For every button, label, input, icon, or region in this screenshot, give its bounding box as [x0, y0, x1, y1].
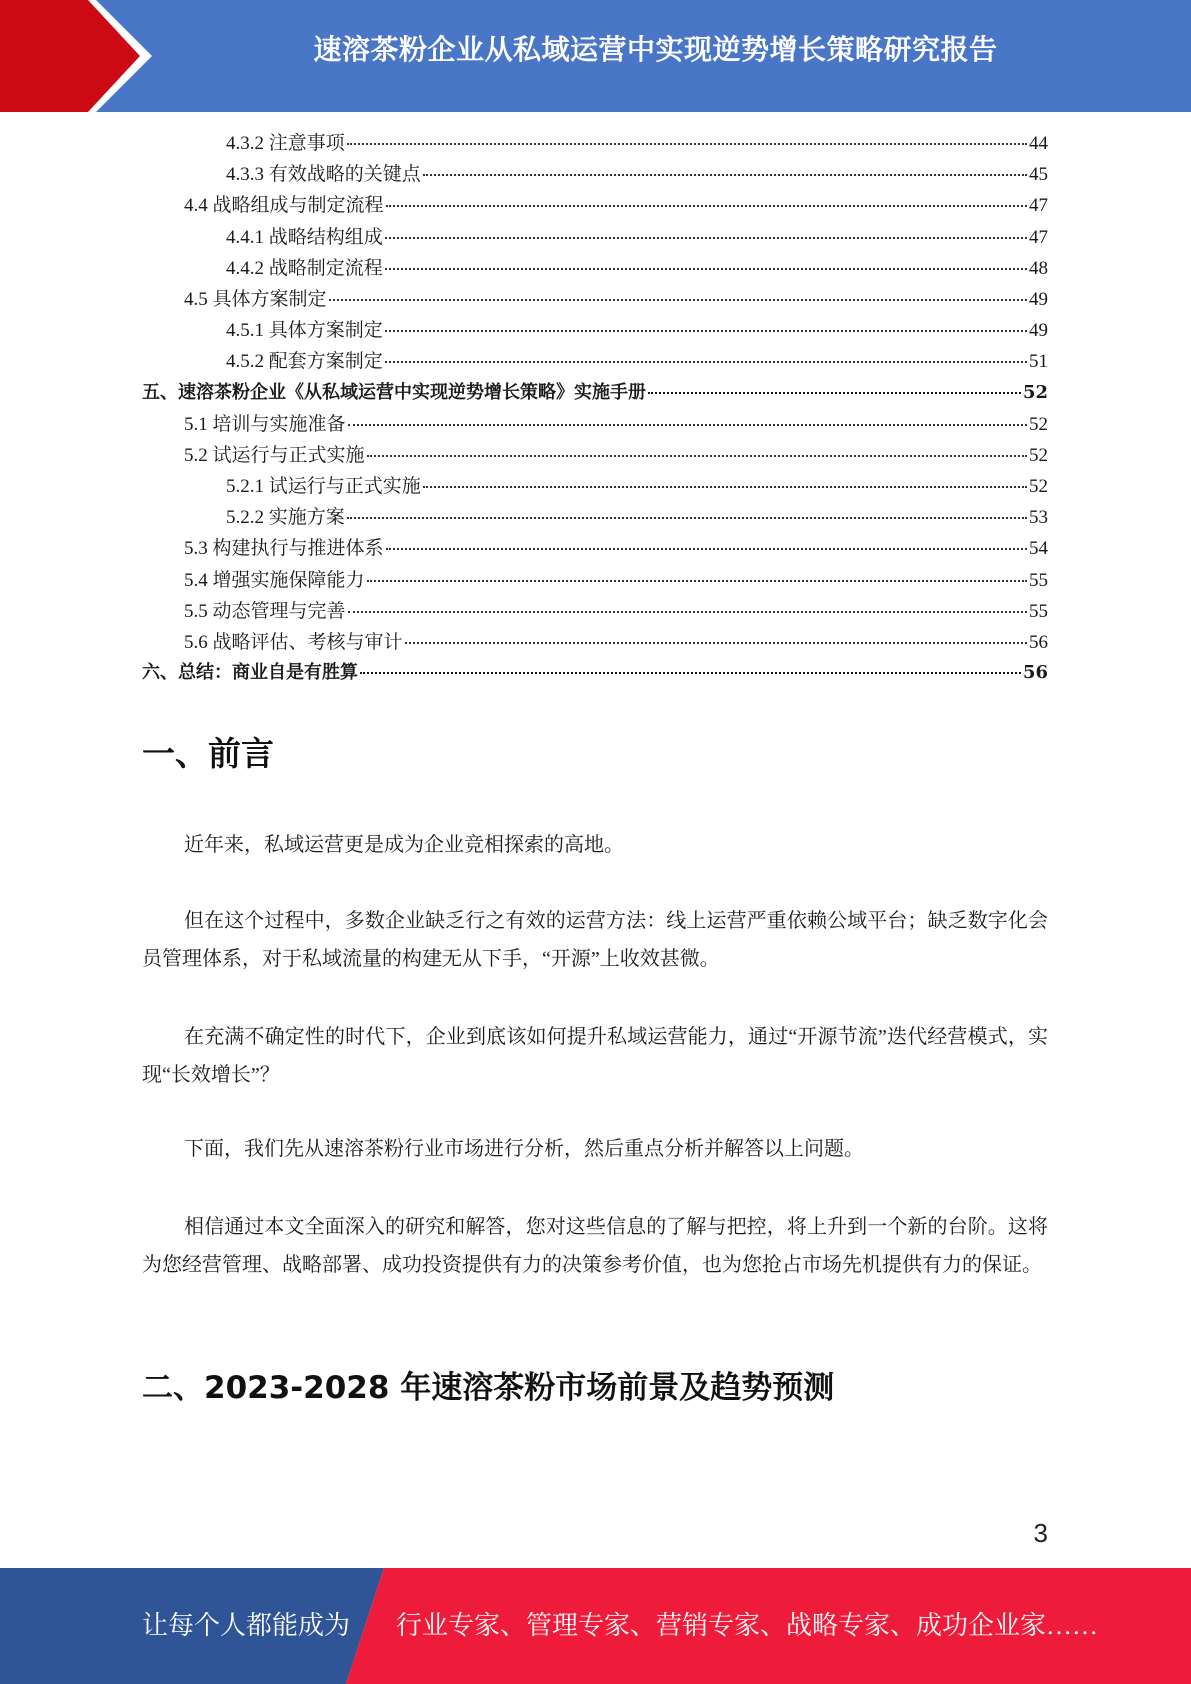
- section-heading-market: 二、2023-2028 年速溶茶粉市场前景及趋势预测: [142, 1370, 835, 1406]
- toc-entry[interactable]: [142, 222, 1048, 253]
- toc-dot-leader: [367, 579, 1027, 582]
- section-heading-intro: 一、前言: [142, 734, 274, 773]
- intro-paragraph-5: 相信通过本文全面深入的研究和解答，您对这些信息的了解与把控，将上升到一个新的台阶。这将为您经营管理、战略部署、成功投资提供有力的决策参考价值，也为您抢占市场先机提供有力的保证。: [142, 1216, 1048, 1276]
- toc-entry-title: 5.1 培训与实施准备: [184, 413, 346, 435]
- toc-entry[interactable]: [142, 253, 1048, 284]
- toc-entry-page: 49: [1029, 320, 1048, 342]
- toc-entry[interactable]: [142, 128, 1048, 159]
- toc-entry-title: 5.2.1 试运行与正式实施: [226, 476, 421, 498]
- toc-entry-page: 45: [1029, 164, 1048, 186]
- toc-entry-page: 52: [1029, 476, 1048, 498]
- toc-entry-title: 5.2.2 实施方案: [226, 507, 345, 529]
- toc-entry[interactable]: [142, 533, 1048, 564]
- page-header: [0, 0, 1191, 112]
- toc-entry-page: 54: [1029, 538, 1048, 560]
- toc-entry-page: 51: [1029, 351, 1048, 373]
- toc-entry-title: 5.6 战略评估、考核与审计: [184, 632, 403, 653]
- toc-entry-title: 4.5 具体方案制定: [184, 288, 327, 310]
- toc-entry-page: 55: [1029, 600, 1048, 622]
- toc-entry[interactable]: [142, 565, 1048, 596]
- toc-entry-title: 4.3.3 有效战略的关键点: [226, 164, 421, 186]
- toc-entry[interactable]: [142, 284, 1048, 315]
- toc-entry-page: 52: [1022, 381, 1048, 403]
- toc-entry-title: 5.2 试运行与正式实施: [184, 444, 365, 466]
- intro-paragraph-1: 近年来，私域运营更是成为企业竞相探索的高地。: [184, 834, 624, 856]
- toc-dot-leader: [329, 298, 1027, 301]
- toc-entry-title: 五、速溶茶粉企业《从私域运营中实现逆势增长策略》实施手册: [142, 381, 646, 403]
- header-chevron-icon: [0, 0, 160, 112]
- toc-entry-page: 55: [1029, 569, 1048, 591]
- intro-paragraph-4: 下面，我们先从速溶茶粉行业市场进行分析，然后重点分析并解答以上问题。: [184, 1138, 864, 1160]
- toc-entry[interactable]: [142, 315, 1048, 346]
- toc-entry-title: 4.5.1 具体方案制定: [226, 320, 383, 342]
- toc-entry-page: 48: [1029, 257, 1048, 279]
- toc-entry[interactable]: [142, 627, 1048, 658]
- toc-entry[interactable]: [142, 409, 1048, 440]
- toc-entry-title: 4.4 战略组成与制定流程: [184, 195, 384, 217]
- toc-dot-leader: [385, 267, 1027, 270]
- toc-entry-title: 4.5.2 配套方案制定: [226, 351, 383, 373]
- toc-entry[interactable]: [142, 502, 1048, 533]
- toc-entry[interactable]: [142, 190, 1048, 221]
- footer-slogan-left: 让每个人都能成为: [142, 1611, 351, 1640]
- toc-entry-page: 56: [1022, 662, 1048, 684]
- toc-entry-title: 4.3.2 注意事项: [226, 133, 345, 154]
- toc-entry-page: 52: [1029, 413, 1048, 435]
- toc-dot-leader: [386, 547, 1027, 550]
- toc-dot-leader: [385, 329, 1027, 332]
- page-footer: [0, 1568, 1191, 1684]
- toc-dot-leader: [405, 641, 1027, 644]
- toc-entry-page: 47: [1029, 195, 1048, 217]
- toc-entry-title: 5.5 动态管理与完善: [184, 600, 346, 622]
- toc-dot-leader: [385, 360, 1027, 363]
- page-number: 3: [1033, 1518, 1048, 1548]
- toc-dot-leader: [347, 516, 1027, 519]
- toc-entry[interactable]: [142, 596, 1048, 627]
- toc-entry[interactable]: [142, 658, 1048, 689]
- toc-entry[interactable]: [142, 471, 1048, 502]
- toc-entry[interactable]: [142, 346, 1048, 377]
- toc-dot-leader: [348, 610, 1027, 613]
- toc-dot-leader: [386, 204, 1027, 207]
- toc-entry[interactable]: [142, 440, 1048, 471]
- toc-entry-page: 47: [1029, 226, 1048, 248]
- toc-entry-title: 4.4.1 战略结构组成: [226, 226, 383, 248]
- intro-paragraph-2: 但在这个过程中，多数企业缺乏行之有效的运营方法：线上运营严重依赖公域平台；缺乏数字化会员管理体系，对于私域流量的构建无从下手，“开源”上收效甚微。: [142, 910, 1048, 970]
- report-title: 速溶茶粉企业从私域运营中实现逆势增长策略研究报告: [313, 33, 998, 66]
- toc-entry-title: 5.4 增强实施保障能力: [184, 569, 365, 591]
- table-of-contents: [142, 128, 1048, 689]
- toc-entry-page: 52: [1029, 444, 1048, 466]
- toc-dot-leader: [385, 236, 1027, 239]
- toc-entry-title: 六、总结：商业自是有胜算: [142, 662, 358, 684]
- intro-paragraph-3: 在充满不确定性的时代下，企业到底该如何提升私域运营能力，通过“开源节流”迭代经营模式，实现“长效增长”？: [142, 1026, 1048, 1086]
- toc-dot-leader: [347, 142, 1027, 145]
- toc-dot-leader: [367, 454, 1027, 457]
- toc-dot-leader: [648, 391, 1021, 394]
- toc-entry-title: 4.4.2 战略制定流程: [226, 257, 383, 279]
- toc-dot-leader: [360, 671, 1021, 674]
- toc-entry-page: 56: [1029, 632, 1048, 653]
- toc-entry-page: 44: [1029, 133, 1048, 154]
- toc-dot-leader: [348, 423, 1027, 426]
- toc-entry-title: 5.3 构建执行与推进体系: [184, 538, 384, 560]
- toc-entry[interactable]: [142, 378, 1048, 409]
- toc-entry-page: 53: [1029, 507, 1048, 529]
- toc-dot-leader: [423, 173, 1027, 176]
- footer-slogan-right: 行业专家、管理专家、营销专家、战略专家、成功企业家……: [396, 1611, 1099, 1640]
- toc-entry-page: 49: [1029, 288, 1048, 310]
- toc-dot-leader: [423, 485, 1027, 488]
- toc-entry[interactable]: [142, 159, 1048, 190]
